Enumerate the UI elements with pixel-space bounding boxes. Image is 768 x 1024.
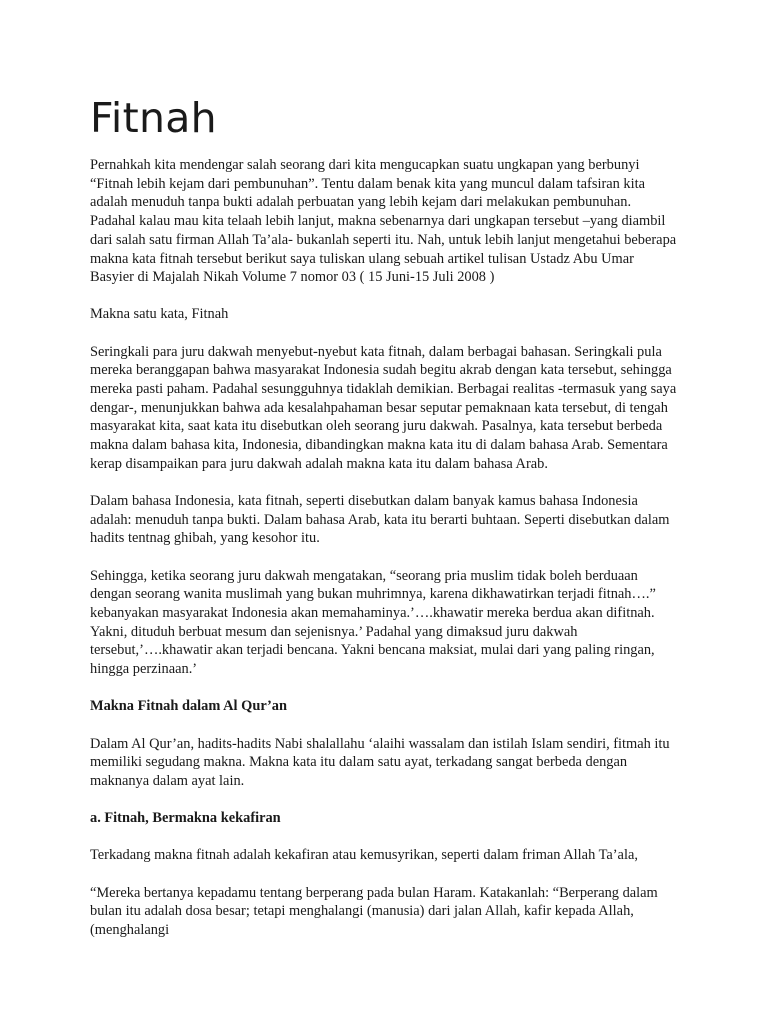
body-paragraph: Seringkali para juru dakwah menyebut-nyebut kata fitnah, dalam berbagai bahasan. Seringkali pula mereka beranggapan bahwa masyarakat Indonesia sudah begitu akrab dengan kata tersebut, sehingga mereka pasti paham. Padahal sesungguhnya tidaklah demikian. Berbagai realitas -termasuk yang saya dengar-, menunjukkan bahwa ada kesalahpahaman besar seputar pemaknaan kata tersebut, di tengah masyarakat kita, saat kata itu disebutkan oleh seorang juru dakwah. Pasalnya, kata tersebut berbeda makna dalam bahasa kita, Indonesia, dibandingkan makna kata itu di dalam bahasa Arab. Sementara kerap disampaikan para juru dakwah adalah makna kata itu dalam bahasa Arab. — [90, 343, 677, 472]
subtitle-paragraph: Makna satu kata, Fitnah — [90, 306, 229, 323]
body-paragraph: Terkadang makna fitnah adalah kekafiran atau kemusyrikan, seperti dalam friman Allah Ta’ala, — [90, 847, 638, 864]
body-paragraph: Dalam bahasa Indonesia, kata fitnah, seperti disebutkan dalam banyak kamus bahasa Indonesia adalah: menuduh tanpa bukti. Dalam bahasa Arab, kata itu berarti buhtaan. Seperti disebutkan dalam hadits tentnag ghibah, yang kesohor itu. — [90, 493, 670, 547]
intro-paragraph: Pernahkah kita mendengar salah seorang dari kita mengucapkan suatu ungkapan yang berbunyi “Fitnah lebih kejam dari pembunuhan”. Tentu dalam benak kita yang muncul dalam tafsiran kita adalah menuduh tanpa bukti adalah perbuatan yang lebih kejam dari melakukan pembunuhan. Padahal kalau mau kita telaah lebih lanjut, makna sebenarnya dari ungkapan tersebut –yang diambil dari salah satu firman Allah Ta’ala- bukanlah seperti itu. Nah, untuk lebih lanjut mengetahui beberapa makna kata fitnah tersebut berikut saya tuliskan ulang sebuah artikel tulisan Ustadz Abu Umar Basyier di Majalah Nikah Volume 7 nomor 03 ( 15 Juni-15 Juli 2008 ) — [90, 157, 677, 286]
section-heading: Makna Fitnah dalam Al Qur’an — [90, 698, 287, 715]
subsection-heading: a. Fitnah, Bermakna kekafiran — [90, 810, 281, 827]
document-page — [90, 92, 680, 958]
quote-paragraph: “Mereka bertanya kepadamu tentang berperang pada bulan Haram. Katakanlah: “Berperang dalam bulan itu adalah dosa besar; tetapi menghalangi (manusia) dari jalan Allah, kafir kepada Allah, (menghalangi — [90, 884, 658, 938]
body-paragraph: Dalam Al Qur’an, hadits-hadits Nabi shalallahu ‘alaihi wassalam dan istilah Islam sendiri, fitmah itu memiliki segudang makna. Makna kata itu dalam satu ayat, terkadang sangat berbeda dengan maknanya dalam ayat lain. — [90, 735, 670, 789]
document-title: Fitnah — [90, 94, 217, 142]
body-paragraph: Sehingga, ketika seorang juru dakwah mengatakan, “seorang pria muslim tidak boleh berduaan dengan seorang wanita muslimah yang bukan muhrimnya, karena dikhawatirkan terjadi fitnah….” kebanyakan masyarakat Indonesia akan memahaminya.’….khawatir mereka berdua akan difitnah. Yakni, dituduh berbuat mesum dan sejenisnya.’ Padahal yang dimaksud juru dakwah tersebut,’….khawatir akan terjadi bencana. Yakni bencana maksiat, mulai dari yang paling ringan, hingga perzinaan.’ — [90, 567, 656, 678]
